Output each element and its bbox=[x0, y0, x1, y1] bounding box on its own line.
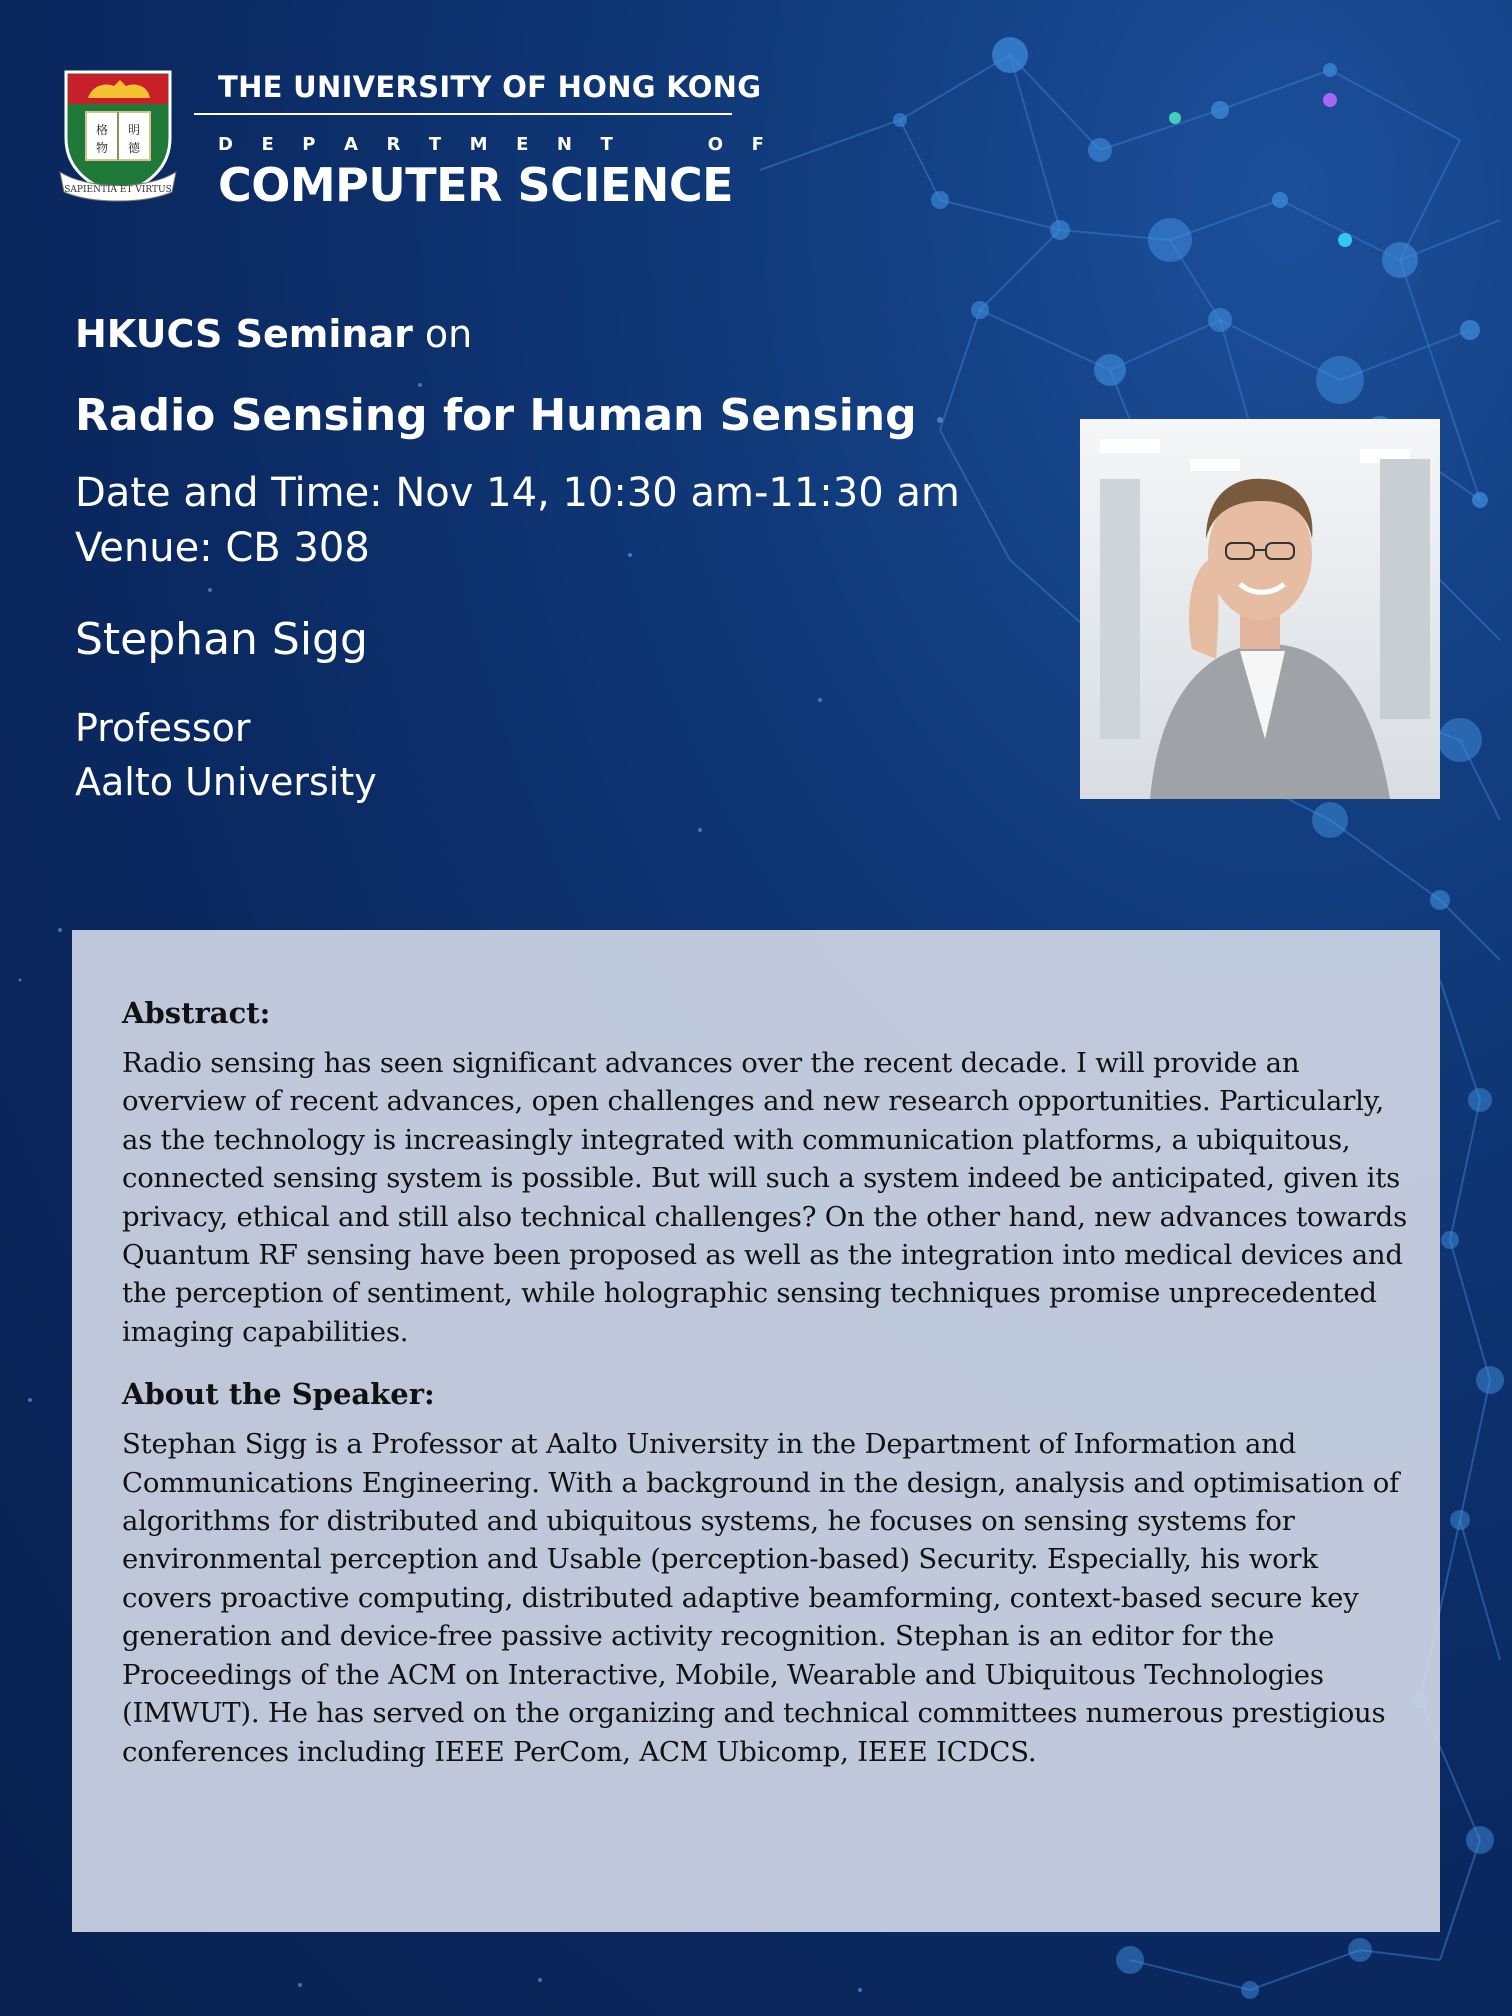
abstract-heading: Abstract: bbox=[122, 996, 271, 1030]
dept-letter: O bbox=[707, 134, 724, 155]
department-name: COMPUTER SCIENCE bbox=[218, 158, 734, 212]
about-speaker-heading: About the Speaker: bbox=[122, 1377, 435, 1412]
speaker-role: Professor bbox=[75, 706, 251, 750]
dept-letter: N bbox=[556, 134, 572, 155]
svg-text:格: 格 bbox=[95, 123, 109, 137]
speaker-affiliation: Aalto University bbox=[75, 760, 377, 804]
dept-letter: E bbox=[516, 134, 529, 155]
dept-letter: E bbox=[261, 134, 274, 155]
svg-text:德: 德 bbox=[127, 141, 141, 155]
dept-letter: F bbox=[751, 134, 764, 155]
svg-text:明: 明 bbox=[127, 123, 141, 137]
header-divider bbox=[194, 113, 732, 115]
dept-letter: M bbox=[469, 134, 488, 155]
venue: Venue: CB 308 bbox=[75, 525, 370, 571]
hku-crest-logo bbox=[58, 68, 178, 204]
seminar-series-suffix: on bbox=[424, 312, 473, 356]
dept-letter: R bbox=[386, 134, 401, 155]
abstract-content bbox=[122, 996, 1412, 1797]
university-header bbox=[58, 68, 764, 212]
speaker-photo bbox=[1080, 419, 1440, 799]
abstract-text: Radio sensing has seen significant advances over the recent decade. I will provide an overview of recent advances, open challenges and new research opportunities. Particularly, as the technology is increasingly integrated with communication platforms, a ubiquitous, connected sensing system is possible. But will such a system indeed be anticipated, given its privacy, ethical and still also technical challenges? On the other hand, new advances towards Quantum RF sensing have been proposed as well as the integration into medical devices and the perception of sentiment, while holographic sensing techniques promise unprecedented imaging capabilities. bbox=[122, 1047, 1407, 1348]
dept-letter: D bbox=[218, 134, 233, 155]
dept-spacer bbox=[641, 134, 679, 155]
svg-text:SAPIENTIA ET VIRTUS: SAPIENTIA ET VIRTUS bbox=[64, 185, 172, 195]
dept-letter: P bbox=[302, 134, 316, 155]
seminar-series bbox=[75, 312, 472, 356]
svg-text:物: 物 bbox=[95, 141, 109, 155]
dept-letter: T bbox=[428, 134, 442, 155]
department-label bbox=[218, 134, 764, 155]
speaker-name: Stephan Sigg bbox=[75, 614, 368, 665]
abstract-panel bbox=[72, 930, 1440, 1932]
seminar-title: Radio Sensing for Human Sensing bbox=[75, 390, 917, 441]
dept-letter: A bbox=[344, 134, 358, 155]
date-time: Date and Time: Nov 14, 10:30 am-11:30 am bbox=[75, 470, 960, 516]
dept-letter: T bbox=[600, 134, 613, 155]
university-name: THE UNIVERSITY OF HONG KONG bbox=[218, 70, 762, 104]
seminar-series-name: HKUCS Seminar bbox=[75, 312, 413, 356]
about-speaker-text: Stephan Sigg is a Professor at Aalto University in the Department of Information and Communications Engineering. With a background in the design, analysis and optimisation of algorithms for distributed and ubiquitous systems, he focuses on sensing systems for environmental perception and Usable (perception-based) Security. Especially, his work covers proactive computing, distributed adaptive beamforming, context-based secure key generation and device-free passive activity recognition. Stephan is an editor for the Proceedings of the ACM on Interactive, Mobile, Wearable and Ubiquitous Technologies (IMWUT). He has served on the organizing and technical committees numerous prestigious conferences including IEEE PerCom, ACM Ubicomp, IEEE ICDCS. bbox=[122, 1428, 1400, 1768]
